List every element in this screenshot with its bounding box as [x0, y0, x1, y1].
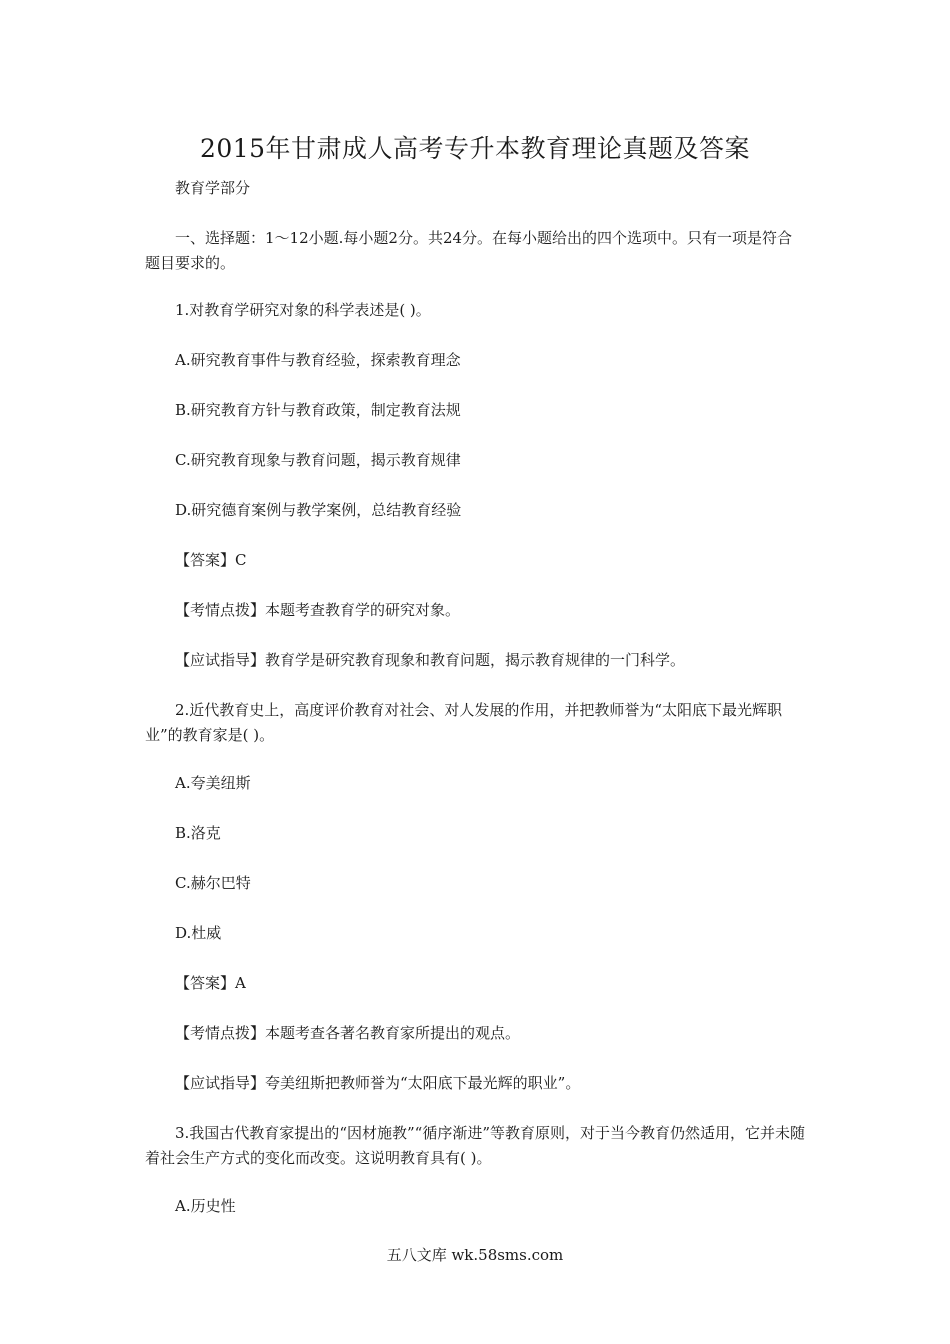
question-2-stem: 2.近代教育史上，高度评价教育对社会、对人发展的作用，并把教师誉为“太阳底下最光辉职业”的教育家是( )。: [145, 701, 782, 744]
question-2-exam-point: 【考情点拨】本题考查各著名教育家所提出的观点。: [175, 1024, 521, 1042]
question-2-option-b: B.洛克: [175, 824, 221, 842]
question-3-option-a: A.历史性: [175, 1197, 236, 1215]
footer-watermark: 五八文库 wk.58sms.com: [386, 1246, 564, 1264]
question-2-guidance: 【应试指导】夸美纽斯把教师誉为“太阳底下最光辉的职业”。: [175, 1074, 581, 1092]
question-2-option-a: A.夸美纽斯: [175, 774, 251, 792]
question-1-option-a: A.研究教育事件与教育经验，探索教育理念: [175, 351, 461, 369]
question-1-exam-point: 【考情点拨】本题考查教育学的研究对象。: [175, 601, 461, 619]
question-2-option-c: C.赫尔巴特: [175, 874, 251, 892]
question-1-option-c: C.研究教育现象与教育问题，揭示教育规律: [175, 451, 461, 469]
question-2-answer: 【答案】A: [175, 974, 246, 992]
question-1-option-b: B.研究教育方针与教育政策，制定教育法规: [175, 401, 461, 419]
section-heading: 教育学部分: [175, 179, 251, 197]
question-3-stem: 3.我国古代教育家提出的“因材施教”“循序渐进”等教育原则，对于当今教育仍然适用，它并未随着社会生产方式的变化而改变。这说明教育具有( )。: [145, 1124, 805, 1167]
instructions-paragraph: 一、选择题：1～12小题.每小题2分。共24分。在每小题给出的四个选项中。只有一项是符合题目要求的。: [145, 229, 793, 272]
question-1-stem: 1.对教育学研究对象的科学表述是( )。: [175, 301, 431, 319]
question-1-guidance: 【应试指导】教育学是研究教育现象和教育问题，揭示教育规律的一门科学。: [175, 651, 686, 669]
question-2-option-d: D.杜威: [175, 924, 222, 942]
question-1-option-d: D.研究德育案例与教学案例，总结教育经验: [175, 501, 462, 519]
question-1-answer: 【答案】C: [175, 551, 247, 569]
page-title: 2015年甘肃成人高考专升本教育理论真题及答案: [199, 134, 751, 163]
